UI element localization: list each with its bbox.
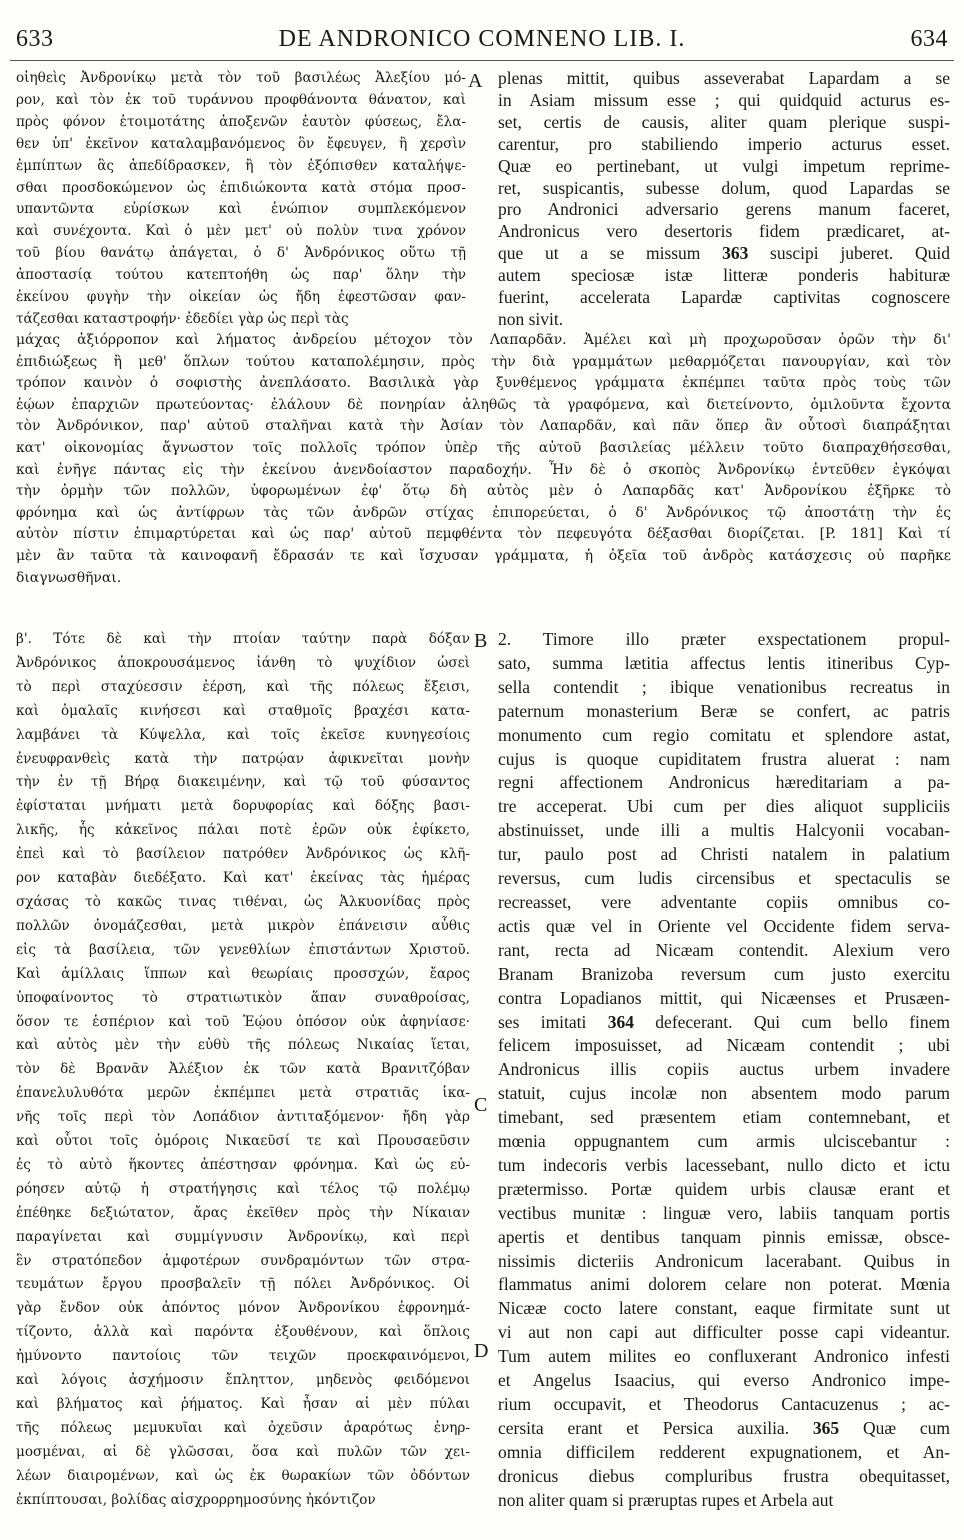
greek-line: τὸ περὶ σταχύεσσιν ἐέρση, καὶ τῆς πόλεως ἔξεισι,: [16, 678, 470, 695]
greek-line: λέων διαιρομένων, καὶ ὡς ἐκ θωρακίων τῶν ὀδόντων: [16, 1467, 470, 1484]
latin-line: Quæ eo pertinebant, ut vulgi impetum reprime-: [498, 155, 950, 176]
greek-line: πολλῶν ὀνομάζεσθαι, μετὰ μικρὸν ἐπάνεισιν αὖθις: [16, 917, 470, 934]
greek-column-bottom: [16, 628, 470, 1513]
greek-line: γὰρ ἔνδον οὐκ ἀπόντος μόνον Ἀνδρονίκου ἐφρονημά-: [16, 1300, 470, 1317]
latin-line: rium occupavit, et Theodorus Cantacuzenus ; ac-: [498, 1394, 950, 1414]
greek-line: ὑποφαίνοντος τὸ στρατιωτικὸν ἅπαν συναθροίσας,: [16, 989, 470, 1006]
greek-line: ἑῴων ἐπαρχιῶν πρωτεύοντας· ἐλάλουν δὲ πονηρίαν ἀληθῶς τὰ γραφόμενα, καὶ διετείνοντο, ὁμιλοῦντα ἔχοντα: [16, 396, 951, 413]
latin-line: Andronicus illis copiis auctus urbem invadere: [498, 1059, 950, 1080]
latin-line: Nicææ cocto latere constant, eaque firmitate sunt ut: [498, 1298, 950, 1319]
latin-line: sato, summa lætitia affectus lentis itineribus Cyp-: [498, 652, 950, 673]
greek-line: αὐτὸν πίστιν ἐπιμαρτύρεται καὶ ὡς παρ' αὐτοῦ πεμφθέντα τὸν πεφευγότα δέξασθαι διορίζεται. [P. 181] Καὶ τί: [16, 526, 951, 543]
greek-line: παραγίνεται καὶ συμμίγνυσιν Ἀνδρονίκῳ, καὶ περὶ: [16, 1228, 470, 1245]
latin-line: tum indecoris verbis lacessebant, nullo dicto et ictu: [498, 1154, 950, 1175]
greek-line: ἐκείνου φυγὴν τὴν οἰκείαν ὡς ἤδη ἐφεστῶσαν φαν-: [16, 289, 466, 306]
greek-line: φρόνημα καὶ ὡς ἀντίφρων τὰς τῶν ἀνδρῶν στίχας ἐπιπορεύεται, ὁ δ' Ἀνδρόνικος τῷ ἀποστάτῃ τὴν ἐς: [16, 504, 951, 521]
latin-line: Tum autem milites eo confluxerant Andronico infesti: [498, 1346, 950, 1367]
margin-marker-b: B: [474, 630, 488, 652]
latin-line: felicem imposuisset, ad Nicæam contendit ; ubi: [498, 1035, 950, 1056]
margin-marker-c: C: [474, 1094, 488, 1116]
running-header: [16, 26, 948, 56]
latin-line: timebant, sed præsentem etiam contemnebant, et: [498, 1107, 950, 1128]
greek-line: τὸν Ἀνδρόνικον, παρ' αὐτοῦ σταλῆναι κατὰ τὴν Ἀσίαν τὸν Λαπαρδᾶν, καὶ πᾶν ὅπερ ἂν οὗτοσὶ διαπράξηται: [16, 418, 951, 435]
latin-line: abstinuisset, unde illi a multis Halcyonii vocaban-: [498, 820, 950, 841]
greek-line: μάχας ἀξιόρροπον καὶ λήματος ἀνδρείου μέτοχον τὸν Λαπαρδᾶν. Ἀμέλει καὶ μὴ προχωροῦσαν ὁρῶν τὴν δι': [16, 332, 951, 348]
greek-line: καὶ ὁμαλαῖς κινήσεσι καὶ σταθμοῖς βραχέσι κατα-: [16, 702, 470, 719]
latin-line: statuit, cujus incolæ non absentem modo parum: [498, 1083, 950, 1104]
latin-line: carentur, pro stabiliendo imperio acturus esset.: [498, 133, 950, 154]
latin-line: omnia difficilem redderent expugnationem, et An-: [498, 1441, 950, 1462]
greek-line: καὶ συνέχοντα. Καὶ ὁ μὲν μετ' οὐ πολὺν τινα χρόνον: [16, 223, 466, 240]
greek-line: μὲν ἂν ταῦτα τὰ καινοφανῆ ἔδρασάν τε καὶ ἴσχυσαν γράμματα, ἡ ὀξεῖα τοῦ ἀνδρὸς κατάσχεσις οὐ παρῆκε: [16, 547, 951, 564]
latin-line: rant, recta ad Nicæam contendit. Alexium vero: [498, 939, 950, 960]
greek-line: ἐπέθηκε δεξιώτατον, ἄρας ἐκεῖθεν πρὸς τὴν Νίκαιαν: [16, 1204, 470, 1221]
latin-column-bottom: [498, 628, 950, 1513]
latin-line: vi aut non capi aut difficulter posse capi videantur.: [498, 1322, 950, 1343]
greek-line: λικῆς, ἧς κἀκεῖνος πάλαι ποτὲ ἐρῶν οὐκ ἐφίκετο,: [16, 822, 470, 839]
greek-line: ρον, καὶ τὸν ἐκ τοῦ τυράννου προφθάνοντα θάνατον, καὶ: [16, 91, 466, 108]
latin-line: reversus, cum ludis circensibus et spectaculis se: [498, 868, 950, 889]
latin-line: monumento cum regio comitatu et splendore astat,: [498, 724, 950, 745]
greek-line: Καὶ ἁμίλλαις ἵππων καὶ θεωρίαις προσσχών, ἔαρος: [16, 965, 470, 982]
latin-line: autem speciosæ istæ litteræ ponderis habituræ: [498, 265, 950, 286]
folio-number: 365: [812, 1417, 840, 1438]
latin-line: Branam Branizoba reversum cum justo exercitu: [498, 963, 950, 984]
greek-line: οἰηθεὶς Ἀνδρονίκῳ μετὰ τὸν τοῦ βασιλέως Ἀλεξίου μό-: [16, 70, 466, 86]
greek-line: τίζοντο, ἀλλὰ καὶ παρόντα ἐξουθένουν, καὶ ὅπλοις: [16, 1324, 470, 1341]
latin-line: vectibus munitæ : linguæ vero, labiis tanquam portis: [498, 1202, 950, 1223]
greek-line: διαγνωσθῆναι.: [16, 569, 122, 586]
folio-number: 363: [722, 243, 749, 264]
greek-column-top: [16, 68, 466, 331]
greek-line: ἠμύνοντο παντοίοις τῶν τειχῶν προεκφαινόμενοι,: [16, 1348, 470, 1365]
margin-marker-d: D: [474, 1340, 489, 1362]
latin-line: cujus is quoque cupiditatem frustra aluerat : nam: [498, 748, 950, 769]
greek-line: νῆς τοῖς περὶ τὸν Λοπάδιον ἀντιταξόμενον· ἤδη γὰρ: [16, 1109, 470, 1126]
greek-line: σθαι προσδοκώμενον ὡς ἐπιδιώκοντα κατὰ στόμα προσ-: [16, 179, 466, 196]
latin-line: pro Andronici adversario gerens manum faceret,: [498, 199, 950, 220]
latin-line: Andronicus vero desertoris fidem prædicaret, at-: [498, 221, 950, 242]
latin-line: in Asiam missum esse ; qui quidquid acturus es-: [498, 89, 950, 110]
latin-line: ses imitati 364 defecerant. Qui cum bello finem: [498, 1011, 950, 1032]
latin-line: actis quæ vel in Oriente vel Occidente fidem serva-: [498, 915, 950, 936]
greek-line: τευμάτων ἔργου προσβαλεῖν τῇ πόλει Ἀνδρόνικος. Οἱ: [16, 1276, 470, 1293]
greek-line: τρόπον καινὸν ὁ σοφιστὴς ἀνεπλάσατο. Βασιλικὰ γὰρ ξυνθέμενος γράμματα ἐκπέμπει ταῦτα πρὸς τοὺς τῶν: [16, 375, 951, 392]
greek-line: ἐκπίπτουσαι, βολίδας αἰσχρορρημοσύνης ἠκόντιζον: [16, 1491, 376, 1508]
greek-line: ἐμπίπτων ἃς ἀπεδίδρασκεν, ἢ τὸν ἐξόπισθεν καταλήψε-: [16, 157, 466, 174]
page-number-left: 633: [16, 26, 54, 52]
greek-full-width: [16, 330, 951, 589]
greek-line: κατ' οἰκονομίας ἄγνωστον τοῖς πολλοῖς τρόπον ὑπὲρ τῆς αὐτοῦ βασιλείας μέλλειν τοῦτο διαπραχθήσεσθαι,: [16, 439, 951, 456]
page-number-right: 634: [910, 26, 948, 52]
greek-line: Ἀνδρόνικος ἀποκρουσάμενος ἰάνθη τὸ ψυχίδιον ὡσεὶ: [16, 654, 470, 671]
latin-line: plenas mittit, quibus asseverabat Lapardam a se: [498, 68, 950, 88]
latin-column-top: [498, 68, 950, 331]
running-title: DE ANDRONICO COMNENO LIB. I.: [278, 26, 686, 52]
folio-number: 364: [607, 1011, 634, 1032]
latin-line: recreasset, vere adventante copiis omnibus co-: [498, 891, 950, 912]
greek-line: ἐπιδιώξεως ἢ μεθ' ὅπλων τούτου καταπολέμησιν, πρὸς τὴν διὰ γραμμάτων μεθαρμόζεται πανουργίαν, καὶ τὸν: [16, 353, 951, 370]
latin-line: mœnia oppugnantem cum armis ulciscebantur :: [498, 1131, 950, 1152]
latin-line: fuerint, accelerata Lapardæ captivitas cognoscere: [498, 287, 950, 308]
latin-line: paternum monasterium Beræ se confert, ac patris: [498, 700, 950, 721]
latin-line: non sivit.: [498, 308, 564, 329]
greek-line: μοσμέναι, αἱ δὲ γλῶσσαι, ὅσα καὶ πυλῶν τῶν χει-: [16, 1443, 470, 1460]
latin-line: apertis et dentibus tanquam pinnis emissæ, obsce-: [498, 1226, 950, 1247]
latin-line: dronicus diebus compluribus frustra obequitasset,: [498, 1465, 950, 1486]
latin-line: prætermisso. Portæ quidem urbis clausæ erant et: [498, 1178, 950, 1199]
greek-line: ἐνευφρανθεὶς κατὰ τὴν πατρῴαν ἀφικνεῖται μονὴν: [16, 750, 470, 767]
latin-line: contra Lopadianos mittit, qui Nicæenses et Prusæen-: [498, 987, 950, 1008]
greek-line: καὶ οὗτοι τοῖς ὁμόροις Νικαεῦσί τε καὶ Προυσαεῦσιν: [16, 1133, 470, 1150]
greek-line: ἐπεὶ καὶ τὸ βασίλειον πατρόθεν Ἀνδρόνικος ὡς κλῆ-: [16, 846, 470, 863]
latin-line: regni affectionem Andronicus hæreditariam a pa-: [498, 772, 950, 793]
latin-line: tur, paulo post ad Christi natalem in palatium: [498, 844, 950, 865]
greek-line: πρὸς φόνον ἑτοιμοτάτης ἀποξενῶν ἑαυτὸν φύσεως, ἔλα-: [16, 113, 466, 130]
greek-line: θεν ὑπ' ἐκεῖνον καταλαμβανόμενος ὃν ἔφευγεν, ἢ χερσὶν: [16, 135, 466, 152]
greek-line: ἐπανελυλυθότα μερῶν ἐκπέμπει μετὰ στρατιᾶς ἱκα-: [16, 1085, 470, 1102]
greek-line: εἰς τὰ βασίλεια, τῶν γενεθλίων ἐπιστάντων Χριστοῦ.: [16, 941, 470, 958]
greek-line: τῆς πόλεως μεμυκυῖαι καὶ ὀχεῦσιν ἀραρότως ἐνηρ-: [16, 1419, 470, 1436]
greek-line: λαμβάνει τὰ Κύψελλα, καὶ τοῖς ἐκεῖσε κυνηγεσίοις: [16, 726, 470, 743]
greek-line: ἐς τὸ αὐτὸ ἥκοντες ἀπέστησαν φρόνημα. Καὶ ὡς εὐ-: [16, 1156, 470, 1173]
latin-line: sella contendit ; ibique venationibus recreatus in: [498, 676, 950, 697]
greek-line: σχάσας τὸ κακῶς τινας τιθέναι, ὡς Ἀλκυονίδας πρὸς: [16, 893, 470, 910]
greek-line: ἓν στρατόπεδον ἀμφοτέρων συνδραμόντων τῶν στρα-: [16, 1252, 470, 1269]
latin-line: et Angelus Isaacius, qui everso Andronico impe-: [498, 1370, 950, 1391]
latin-line: flammatus animi dolorem celare non poterat. Mœnia: [498, 1274, 950, 1295]
greek-line: β'. Τότε δὲ καὶ τὴν πτοίαν ταύτην παρὰ δόξαν: [16, 631, 470, 647]
greek-line: τάζεσθαι καταστροφήν· ἐδεδίει γὰρ ὡς περὶ τὰς: [16, 310, 349, 327]
latin-line: 2. Timore illo præter exspectationem propul-: [498, 629, 950, 649]
latin-line: que ut a se missum 363 suscipi juberet. Quid: [498, 243, 950, 264]
margin-marker-a: A: [468, 70, 483, 92]
greek-line: καὶ αὐτὸς μὲν τὴν εὐθὺ τῆς πόλεως Νικαίας ἵεται,: [16, 1037, 470, 1054]
greek-line: ἐφίσταται μνήματι μετὰ δορυφορίας καὶ δόξης βασι-: [16, 798, 470, 815]
greek-line: υπαντῶντα εὑρίσκων καὶ ἐνώπιον συμπλεκόμενον: [16, 201, 466, 218]
latin-line: non aliter quam si præruptas rupes et Arbela aut: [498, 1489, 834, 1510]
greek-line: καὶ βλήματος καὶ ῥήματος. Καὶ ἦσαν αἱ μὲν πύλαι: [16, 1396, 470, 1412]
greek-line: ρον καταβὰν διεδέξατο. Καὶ κατ' ἐκείνας τὰς ἡμέρας: [16, 870, 470, 887]
latin-line: ret, suspicantis, subesse dolum, quod Lapardas se: [498, 177, 950, 198]
latin-line: nissimis dicteriis Andronicum lacerabant. Quibus in: [498, 1250, 950, 1271]
greek-line: τοῦ βίου θανάτῳ ἀπάγεται, ὁ δ' Ἀνδρόνικος οὕτω τῇ: [16, 245, 466, 262]
greek-line: τὸν δὲ Βρανᾶν Ἀλέξιον ἐκ τῶν κατὰ Βρανιτζόβαν: [16, 1061, 470, 1078]
latin-line: tre acceperat. Ubi cum per dies aliquot suppliciis: [498, 796, 950, 817]
greek-line: ὅσον τε ἑσπέριον καὶ τοῦ Ἑῴου ὁπόσον οὐκ ἀφηνίασε·: [16, 1013, 470, 1030]
greek-line: τὴν ἐν τῇ Βήρᾳ διακειμένην, καὶ τῷ τοῦ φύσαντος: [16, 774, 470, 791]
latin-line: set, certis de causis, aliter quam plerique suspi-: [498, 111, 950, 132]
greek-line: τὴν ὁρμὴν τῶν πολλῶν, ὑφορωμένων ἐφ' ὅτῳ δὴ αὐτὸς μὲν ὁ Λαπαρδᾶς κατ' Ἀνδρονίκου ἐξῆρκε τὸ: [16, 483, 951, 500]
greek-line: καὶ λόγοις ἀσχήμοσιν ἔπληττον, μηδενὸς φειδόμενοι: [16, 1372, 470, 1389]
greek-line: ἀποστασίᾳ τούτου κατεπτοήθη ὡς παρ' ὅλην τὴν: [16, 267, 466, 284]
header-rule: [10, 60, 954, 61]
greek-line: καὶ ἐνῆγε πάντας εἰς τὴν ἐκείνου ἀνενδοίαστον παραδοχήν. Ἦν δὲ ὁ σκοπὸς Ἀνδρονίκῳ ἐντεῦθεν ἐγκόψαι: [16, 461, 951, 478]
latin-line: cersita erant et Persica auxilia. 365 Quæ cum: [498, 1417, 950, 1438]
greek-line: ρόησεν αὐτῷ ἡ στρατήγησις καὶ τέλος τῷ πολέμῳ: [16, 1180, 470, 1197]
